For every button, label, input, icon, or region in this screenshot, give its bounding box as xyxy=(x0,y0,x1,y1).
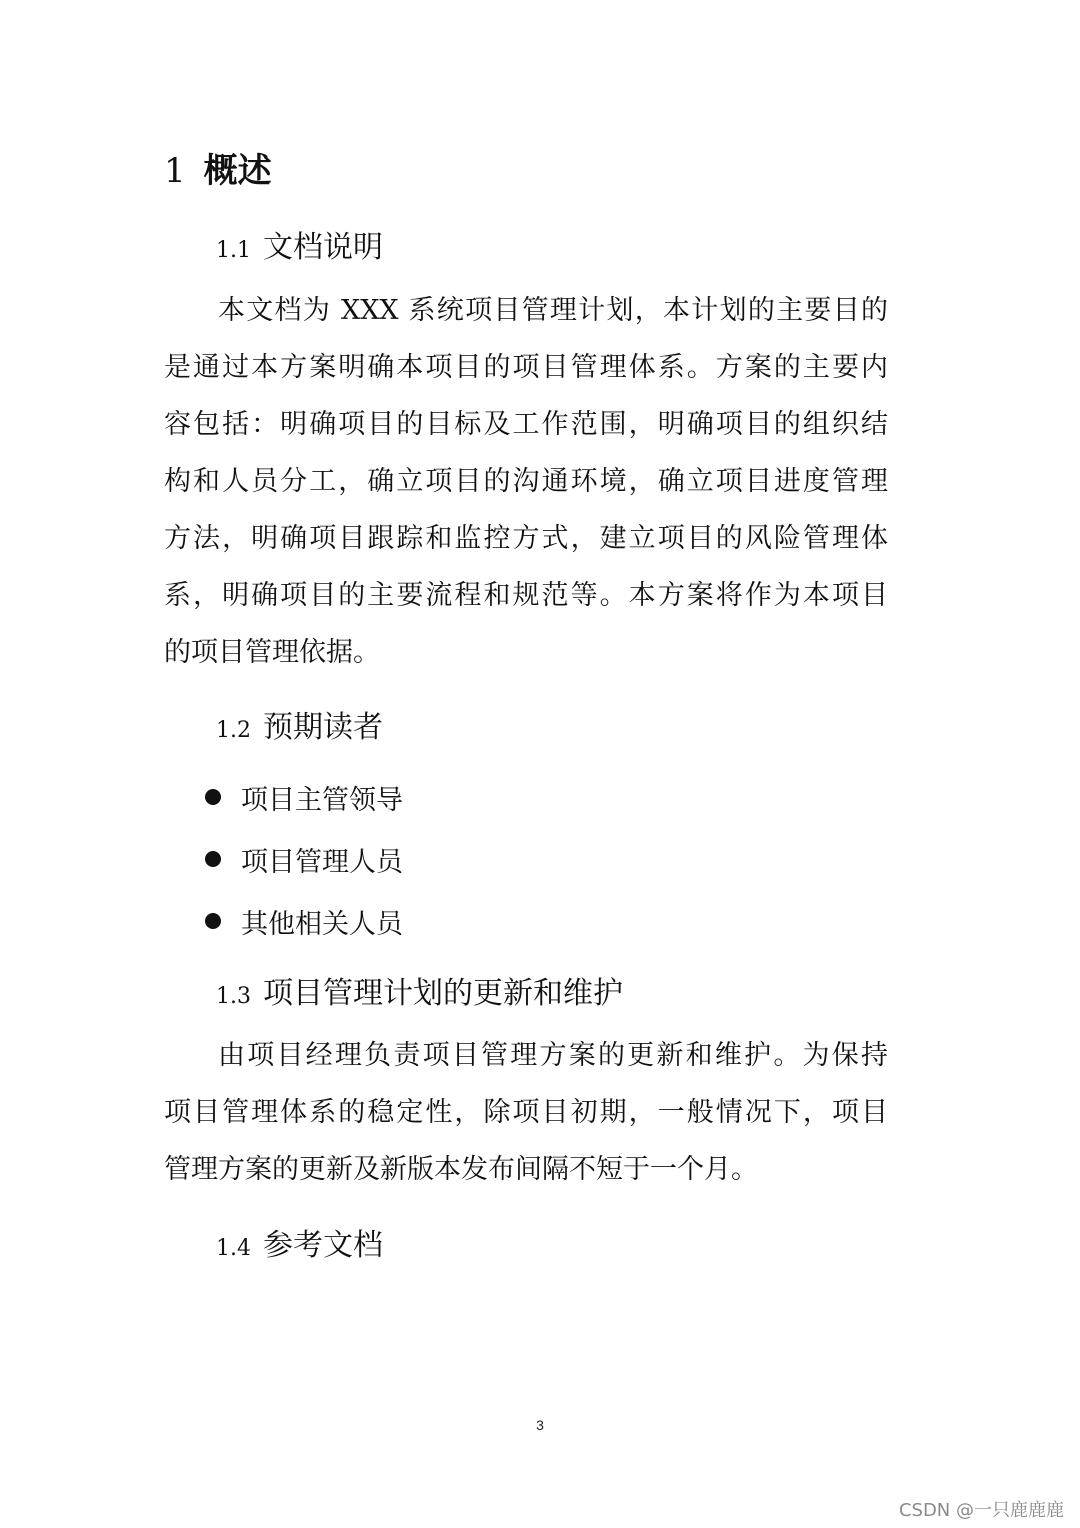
paragraph-line: 是通过本方案明确本项目的项目管理体系。方案的主要内 xyxy=(164,352,888,383)
section-title: 项目管理计划的更新和维护 xyxy=(263,976,623,1011)
paragraph-plan-maintenance xyxy=(164,1027,888,1198)
section-heading-1-1 xyxy=(216,226,383,273)
paragraph-line: 方法，明确项目跟踪和监控方式，建立项目的风险管理体 xyxy=(164,523,888,554)
paragraph-line: 管理方案的更新及新版本发布间隔不短于一个月。 xyxy=(164,1154,758,1185)
section-number: 1.2 xyxy=(216,718,251,743)
list-item xyxy=(205,890,403,952)
list-item xyxy=(205,766,403,828)
list-item xyxy=(205,828,403,890)
section-title: 参考文档 xyxy=(263,1228,383,1263)
paragraph-line: 本文档为 XXX 系统项目管理计划，本计划的主要目的 xyxy=(218,295,888,326)
section-heading-1-3 xyxy=(216,972,623,1019)
chapter-heading xyxy=(164,147,272,195)
chapter-number: 1 xyxy=(164,151,186,191)
section-heading-1-2 xyxy=(216,706,383,753)
paragraph-document-description xyxy=(164,282,888,681)
section-number: 1.3 xyxy=(216,984,251,1009)
list-item-text: 项目主管领导 xyxy=(241,784,403,816)
paragraph-line: 项目管理体系的稳定性，除项目初期，一般情况下，项目 xyxy=(164,1097,888,1128)
paragraph-line: 容包括：明确项目的目标及工作范围，明确项目的组织结 xyxy=(164,409,888,440)
section-title: 预期读者 xyxy=(263,710,383,745)
bullet-icon xyxy=(205,851,221,867)
list-item-text: 项目管理人员 xyxy=(241,846,403,878)
paragraph-line: 的项目管理依据。 xyxy=(164,637,380,668)
watermark: CSDN @一只鹿鹿鹿 xyxy=(898,1500,1064,1521)
section-number: 1.1 xyxy=(216,238,251,263)
paragraph-line: 由项目经理负责项目管理方案的更新和维护。为保持 xyxy=(218,1040,888,1071)
list-item-text: 其他相关人员 xyxy=(241,908,403,940)
readers-list xyxy=(205,766,403,952)
bullet-icon xyxy=(205,913,221,929)
paragraph-line: 构和人员分工，确立项目的沟通环境，确立项目进度管理 xyxy=(164,466,888,497)
chapter-title: 概述 xyxy=(203,151,272,191)
paragraph-line: 系，明确项目的主要流程和规范等。本方案将作为本项目 xyxy=(164,580,888,611)
section-number: 1.4 xyxy=(216,1236,251,1261)
page-number: 3 xyxy=(536,1417,544,1433)
bullet-icon xyxy=(205,789,221,805)
section-heading-1-4 xyxy=(216,1224,383,1271)
section-title: 文档说明 xyxy=(263,230,383,265)
